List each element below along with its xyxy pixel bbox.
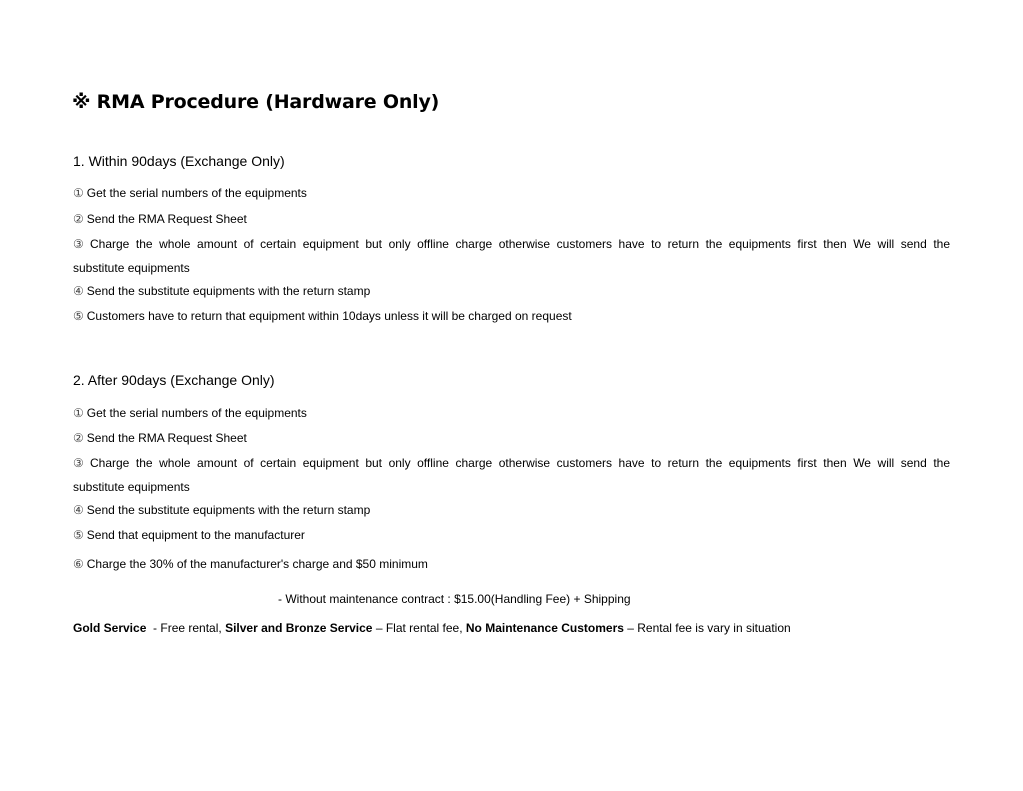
step-text: Send the substitute equipments with the return stamp [86, 284, 371, 298]
step-number: ⑥ [73, 557, 84, 571]
step-text: Send the substitute equipments with the return stamp [86, 503, 371, 517]
section2-step-4 [73, 503, 370, 517]
step-text: Send the RMA Request Sheet [86, 431, 247, 445]
section1-step-5 [73, 309, 572, 323]
gold-service-label: Gold Service [73, 621, 147, 635]
step-number: ⑤ [73, 309, 84, 323]
step-number: ② [73, 212, 84, 226]
section2-step-2 [73, 431, 247, 445]
no-maintenance-text: – Rental fee is vary in situation [623, 621, 791, 635]
step-text: Charge the whole amount of certain equipment but only offline charge otherwise customers have to return the equipments first then We will send the [89, 237, 950, 251]
step-text: Charge the whole amount of certain equipment but only offline charge otherwise customers have to return the equipments first then We will send the [89, 456, 950, 470]
section1-step-3-continued [73, 261, 190, 275]
section1-step-1 [73, 186, 307, 200]
step-text: Get the serial numbers of the equipments [86, 186, 307, 200]
step-number: ④ [73, 284, 84, 298]
step-text: Get the serial numbers of the equipments [86, 406, 307, 420]
section1-step-3 [73, 237, 950, 251]
step-number: ⑤ [73, 528, 84, 542]
section1-step-4 [73, 284, 370, 298]
step-number: ① [73, 406, 84, 420]
step-text: Customers have to return that equipment within 10days unless it will be charged on request [86, 309, 572, 323]
step-number: ④ [73, 503, 84, 517]
handling-fee-note: - Without maintenance contract : $15.00(Handling Fee) + Shipping [278, 592, 631, 606]
step-number: ① [73, 186, 84, 200]
step-number: ③ [73, 237, 87, 251]
step-text: Charge the 30% of the manufacturer's charge and $50 minimum [86, 557, 428, 571]
step-number: ② [73, 431, 84, 445]
step-number: ③ [73, 456, 87, 470]
step-text: substitute equipments [73, 480, 190, 494]
service-tiers-line [73, 621, 791, 635]
section2-step-3-continued [73, 480, 190, 494]
section2-step-1 [73, 406, 307, 420]
section2-step-6 [73, 557, 428, 571]
silver-bronze-service-label: Silver and Bronze Service [225, 621, 373, 635]
section1-step-2 [73, 212, 247, 226]
section2-step-3 [73, 456, 950, 470]
section-heading-after-90days: 2. After 90days (Exchange Only) [73, 372, 275, 388]
section2-step-5 [73, 528, 305, 542]
section-heading-within-90days: 1. Within 90days (Exchange Only) [73, 153, 285, 169]
no-maintenance-label: No Maintenance Customers [465, 621, 624, 635]
step-text: Send the RMA Request Sheet [86, 212, 247, 226]
step-text: Send that equipment to the manufacturer [86, 528, 305, 542]
gold-service-text: - Free rental, [146, 621, 226, 635]
silver-bronze-service-text: – Flat rental fee, [372, 621, 466, 635]
step-text: substitute equipments [73, 261, 190, 275]
page-title: ※ RMA Procedure (Hardware Only) [72, 91, 440, 113]
